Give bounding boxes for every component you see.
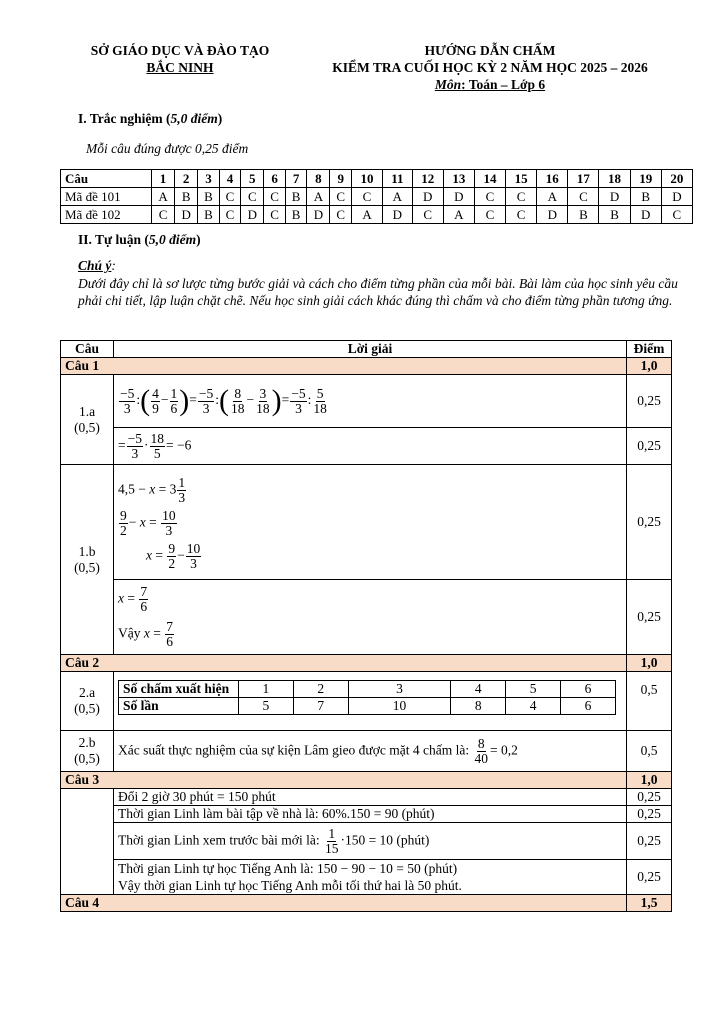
q3-step4: Thời gian Linh tự học Tiếng Anh là: 150 − 90 − 10 = 50 (phút) Vậy thời gian Linh tự học Tiếng Anh mỗi tối thứ hai là 50 phút. [114,860,627,895]
mc-answer-row [61,206,693,224]
mc-answer-cell: C [412,206,443,224]
q2a-label: 2.a (0,5) [61,672,114,731]
q1a-score-1: 0,25 [627,375,672,428]
dice-count-cell: 10 [348,698,451,715]
mc-question-number: 3 [198,170,220,188]
mc-answer-cell: D [307,206,330,224]
exam-title: KIỂM TRA CUỐI HỌC KỲ 2 NĂM HỌC 2025 – 2026 [332,60,648,75]
mc-question-number: 8 [307,170,330,188]
solution-table [60,340,672,912]
q1a-step1: $\frac{-5}{3}$ :( $\frac{4}{9}$ − $\frac{1}{6}$ )= $\frac{-5}{3}$ :( $\frac{8}{18}$ − $\frac{3}{18}$ )= $\frac{-5}{3}$ : $\frac{5}{18}$ [114,375,627,428]
mc-question-number: 9 [330,170,352,188]
note-label: Chú ý [78,258,112,273]
mc-question-number: 11 [383,170,413,188]
part1-note: Mỗi câu đúng được 0,25 điểm [86,141,249,156]
mc-answer-cell: D [630,206,661,224]
mc-answer-cell: B [285,188,307,206]
mc-question-number: 17 [568,170,599,188]
mc-answer-cell: C [152,206,175,224]
dice-frequency-table [118,680,616,715]
mc-answer-cell: D [599,188,630,206]
q1b-step1: 4,5 − x = 3 $\frac{1}{3}$ $\frac{9}{2}$ − x = $\frac{10}{3}$ x = $\frac{9}{2}$ − $\frac{10}{3}$ [114,465,627,580]
mc-question-number: 19 [630,170,661,188]
q1b-label: 1.b (0,5) [61,465,114,655]
mc-answer-cell: C [241,188,264,206]
q2b-label: 2.b (0,5) [61,731,114,772]
mc-question-number: 7 [285,170,307,188]
mc-question-number: 10 [351,170,382,188]
mc-answer-cell: D [443,188,474,206]
mc-answer-cell: D [661,188,692,206]
q1a-score-2: 0,25 [627,428,672,465]
subject-value: : Toán – Lớp 6 [461,77,546,92]
mc-header-label: Câu [61,170,152,188]
dice-count-cell: 7 [293,698,348,715]
mc-exam-code: Mã đề 101 [61,188,152,206]
mc-answer-cell: B [198,206,220,224]
mc-question-number: 12 [412,170,443,188]
q3-step2: Thời gian Linh làm bài tập về nhà là: 60%.150 = 90 (phút) [114,806,627,823]
department-header [70,42,290,76]
department-name: SỞ GIÁO DỤC VÀ ĐÀO TẠO [90,43,270,58]
col-cau: Câu [61,341,114,358]
mc-answer-cell: A [443,206,474,224]
document-title-block [290,42,690,93]
mc-answer-cell: D [241,206,264,224]
dice-count-cell: 5 [239,698,294,715]
q3-step2-row: Thời gian Linh làm bài tập về nhà là: 60%.150 = 90 (phút) 0,25 [61,806,672,823]
mc-answer-cell: C [506,188,537,206]
q3-step1: Đổi 2 giờ 30 phút = 150 phút [114,789,627,806]
dice-faces-row: Số chấm xuất hiện 1 2 3 4 5 6 [119,681,616,698]
part2-title: II. Tự luận (5,0 điểm) [78,232,201,247]
dice-count-cell: 6 [561,698,616,715]
part1-title: I. Trắc nghiệm (5,0 điểm) [78,111,223,126]
mc-answer-cell: A [351,206,382,224]
q2a-solution [114,672,627,731]
mc-answer-cell: C [506,206,537,224]
col-loigiai: Lời giải [114,341,627,358]
q3-step3-row: Thời gian Linh xem trước bài mới là: $\frac{1}{15}$ ·150 = 10 (phút) 0,25 [61,823,672,860]
mc-answer-cell: D [537,206,568,224]
q1a-label: 1.a (0,5) [61,375,114,465]
multiple-choice-answer-table [60,169,693,224]
q2b-solution: Xác suất thực nghiệm của sự kiện Lâm gieo được mặt 4 chấm là: $\frac{8}{40}$ = 0,2 [114,731,627,772]
mc-question-number: 1 [152,170,175,188]
mc-exam-code: Mã đề 102 [61,206,152,224]
solution-header-row [61,341,672,358]
question-3-row: Câu 3 1,0 [61,772,672,789]
part2-note-label-line: Chú ý: [78,258,116,273]
mc-answer-cell: C [568,188,599,206]
mc-answer-cell: C [264,188,286,206]
mc-answer-cell: B [599,206,630,224]
mc-answer-cell: C [264,206,286,224]
dice-face-cell: 2 [293,681,348,698]
mc-answer-cell: A [152,188,175,206]
mc-answer-cell: B [198,188,220,206]
q3-step3: Thời gian Linh xem trước bài mới là: $\frac{1}{15}$ ·150 = 10 (phút) [114,823,627,860]
q2b-row [61,731,672,772]
document-title: HƯỚNG DẪN CHẤM [424,43,556,58]
mc-answer-cell: D [175,206,198,224]
q1b-step2-row [61,580,672,655]
mc-question-number: 20 [661,170,692,188]
mc-answer-cell: C [661,206,692,224]
subject-line [290,76,690,93]
mc-question-number: 18 [599,170,630,188]
q1b-step1-row [61,465,672,580]
q3-step1-row: Đổi 2 giờ 30 phút = 150 phút 0,25 [61,789,672,806]
subject-label: Môn [434,77,462,92]
q3-label [61,789,114,895]
mc-answer-cell: D [383,206,413,224]
province-name: BẮC NINH [146,60,214,75]
mc-answer-cell: C [351,188,382,206]
q2a-score: 0,5 [627,672,672,731]
mc-question-number: 6 [264,170,286,188]
question-2-row: Câu 2 1,0 [61,655,672,672]
q1b-score-1: 0,25 [627,465,672,580]
mc-answer-cell: B [285,206,307,224]
q1b-step2: x = $\frac{7}{6}$ Vậy x = $\frac{7}{6}$ [114,580,627,655]
mc-answer-cell: B [630,188,661,206]
dice-face-cell: 4 [451,681,506,698]
mc-header-row [61,170,693,188]
mc-question-number: 4 [219,170,241,188]
q1a-step2: = $\frac{-5}{3}$ · $\frac{18}{5}$ = −6 [114,428,627,465]
mc-answer-cell: C [219,188,241,206]
mc-answer-cell: C [474,206,505,224]
q1a-step1-row [61,375,672,428]
mc-answer-cell: B [568,206,599,224]
mc-answer-cell: A [307,188,330,206]
question-1-row: Câu 1 1,0 [61,358,672,375]
mc-answer-cell: A [537,188,568,206]
dice-face-cell: 3 [348,681,451,698]
col-diem: Điểm [627,341,672,358]
mc-question-number: 2 [175,170,198,188]
dice-face-cell: 5 [506,681,561,698]
part2-note-text: Dưới đây chỉ là sơ lược từng bước giải và cách cho điểm từng phần của mỗi bài. Bài làm của học sinh yêu cầu phải chi tiết, lập luận chặt chẽ. Nếu học sinh giải cách khác đúng thì chấm và cho điểm từng phần tương ứng. [78,276,678,308]
q2a-row [61,672,672,731]
q2b-score: 0,5 [627,731,672,772]
mc-question-number: 15 [506,170,537,188]
question-4-row: Câu 4 1,5 [61,895,672,912]
mc-answer-cell: D [412,188,443,206]
mc-answer-cell: A [383,188,413,206]
mc-question-number: 14 [474,170,505,188]
mc-answer-row [61,188,693,206]
mc-answer-cell: C [330,188,352,206]
mc-answer-cell: C [330,206,352,224]
dice-face-cell: 6 [561,681,616,698]
q3-step4-row: Thời gian Linh tự học Tiếng Anh là: 150 − 90 − 10 = 50 (phút) Vậy thời gian Linh tự học Tiếng Anh mỗi tối thứ hai là 50 phút. 0,25 [61,860,672,895]
mc-answer-cell: C [474,188,505,206]
mc-question-number: 13 [443,170,474,188]
mc-question-number: 16 [537,170,568,188]
dice-counts-row: Số lần 5 7 10 8 4 6 [119,698,616,715]
mc-answer-cell: C [219,206,241,224]
mc-question-number: 5 [241,170,264,188]
q1b-score-2: 0,25 [627,580,672,655]
dice-count-cell: 8 [451,698,506,715]
dice-count-cell: 4 [506,698,561,715]
dice-face-cell: 1 [239,681,294,698]
q1a-step2-row [61,428,672,465]
mc-answer-cell: B [175,188,198,206]
